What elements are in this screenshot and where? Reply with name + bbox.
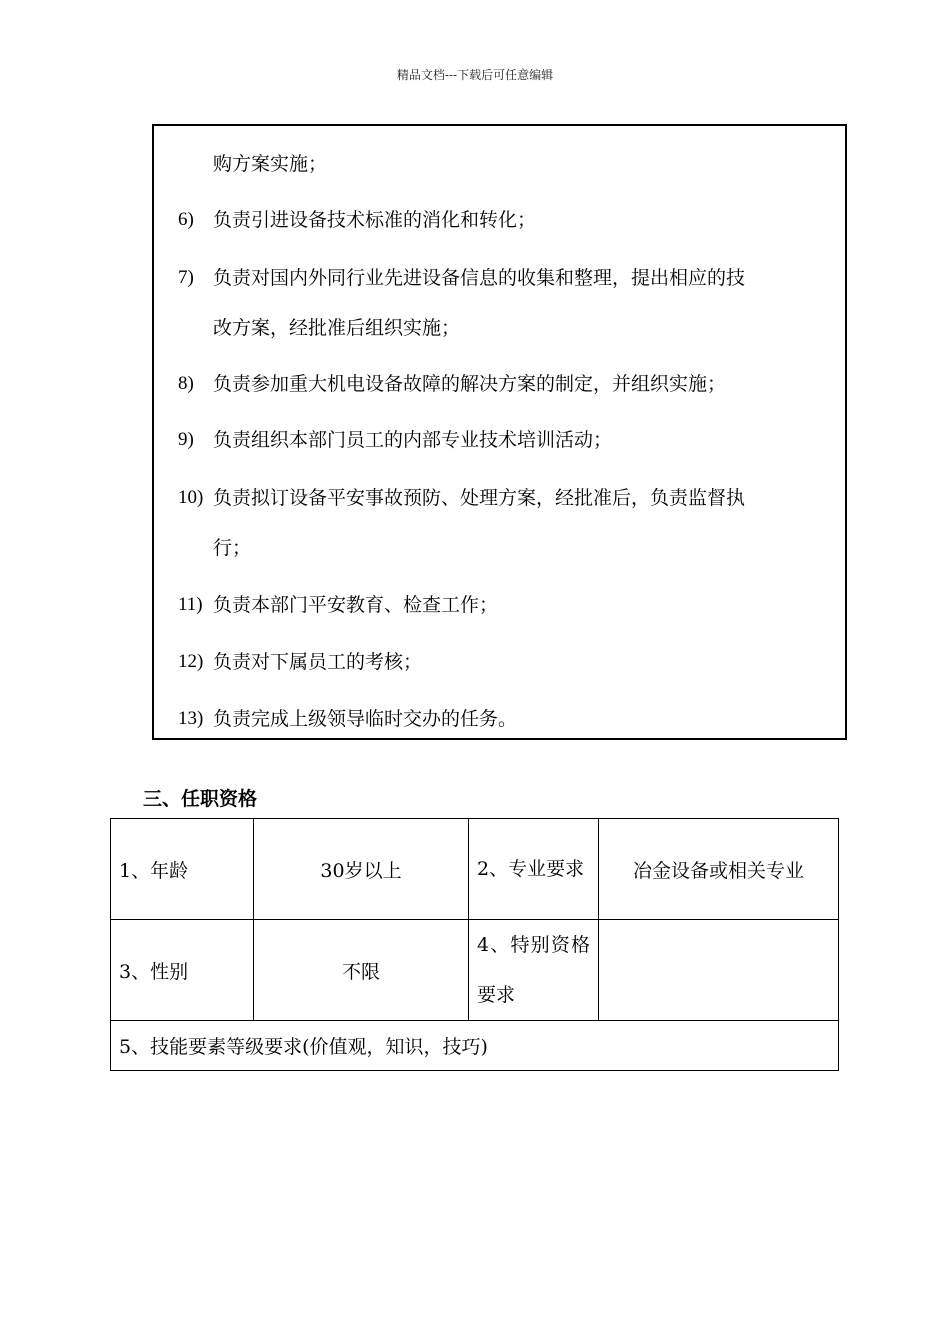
special-qualification-value bbox=[599, 920, 839, 1021]
table-row bbox=[111, 819, 839, 920]
duty-text: 改方案，经批准后组织实施； bbox=[213, 317, 461, 339]
duty-number: 10) bbox=[178, 487, 204, 508]
duty-number: 8) bbox=[178, 373, 194, 394]
gender-value: 不限 bbox=[254, 920, 469, 1021]
duty-text: 负责完成上级领导临时交办的任务。 bbox=[213, 708, 518, 730]
duty-number: 7) bbox=[178, 267, 194, 288]
duty-text: 负责对下属员工的考核； bbox=[213, 651, 423, 673]
age-label: 1、年龄 bbox=[111, 819, 254, 920]
duty-number: 11) bbox=[178, 594, 203, 615]
major-value: 冶金设备或相关专业 bbox=[599, 819, 839, 920]
duty-text: 负责本部门平安教育、检查工作； bbox=[213, 594, 499, 616]
duty-number: 6) bbox=[178, 209, 194, 230]
qualifications-table bbox=[110, 818, 839, 1071]
duty-number: 9) bbox=[178, 429, 194, 450]
duty-number: 13) bbox=[178, 708, 204, 729]
duty-text: 购方案实施； bbox=[213, 153, 328, 175]
special-qualification-label: 4、特别资格要求 bbox=[469, 920, 599, 1021]
duty-text: 负责组织本部门员工的内部专业技术培训活动； bbox=[213, 429, 613, 451]
table-row bbox=[111, 1021, 839, 1071]
duty-text: 行； bbox=[213, 537, 252, 559]
page-header: 精品文档---下载后可任意编辑 bbox=[396, 68, 554, 82]
major-label: 2、专业要求 bbox=[469, 819, 599, 920]
section-title: 三、任职资格 bbox=[143, 788, 258, 810]
age-value: 30岁以上 bbox=[254, 819, 469, 920]
duty-text: 负责引进设备技术标准的消化和转化； bbox=[213, 209, 537, 231]
duty-number: 12) bbox=[178, 651, 204, 672]
duty-text: 负责对国内外同行业先进设备信息的收集和整理，提出相应的技 bbox=[213, 267, 746, 289]
duty-text: 负责参加重大机电设备故障的解决方案的制定，并组织实施； bbox=[213, 373, 727, 395]
skills-requirement-label: 5、技能要素等级要求(价值观，知识，技巧) bbox=[111, 1021, 839, 1071]
duties-box bbox=[152, 124, 847, 740]
table-row bbox=[111, 920, 839, 1021]
gender-label: 3、性别 bbox=[111, 920, 254, 1021]
duty-text: 负责拟订设备平安事故预防、处理方案，经批准后，负责监督执 bbox=[213, 487, 746, 509]
